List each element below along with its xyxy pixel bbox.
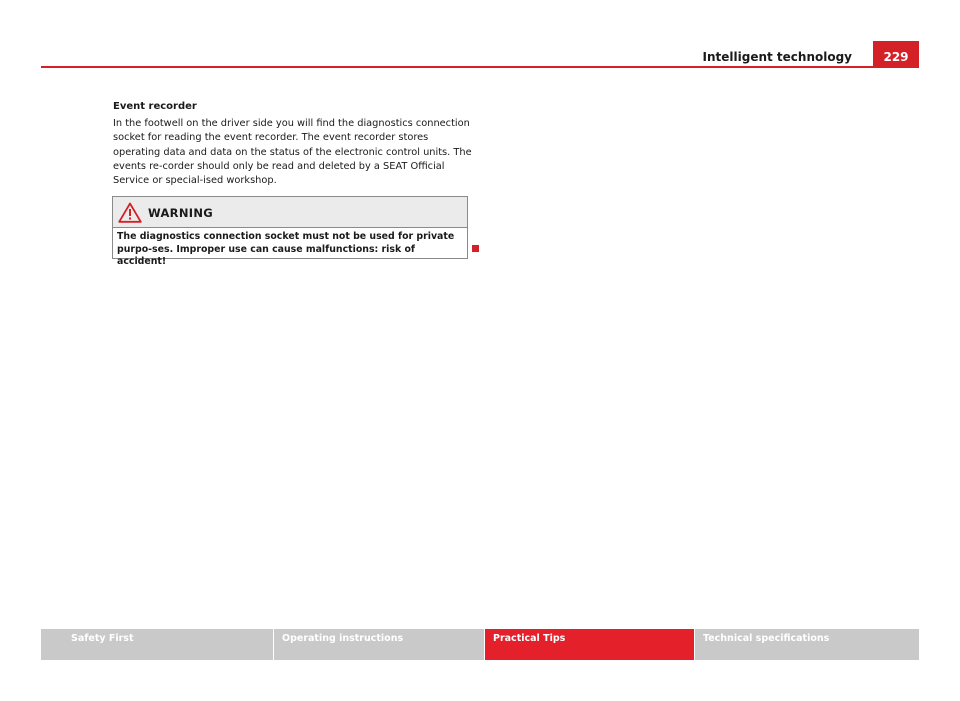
header-divider (41, 66, 919, 68)
warning-box (112, 196, 468, 267)
section-heading: Event recorder (113, 101, 197, 112)
footer-tab-safety-first[interactable]: Safety First (41, 629, 273, 660)
footer-tab-technical-specifications[interactable]: Technical specifications (694, 629, 919, 660)
warning-text: The diagnostics connection socket must not be used for private purpo-ses. Improper use can cause malfunctions: risk of accident! (117, 231, 455, 267)
footer-tab-practical-tips[interactable]: Practical Tips (484, 629, 694, 660)
section-end-marker (472, 245, 479, 252)
footer-tab-operating-instructions[interactable]: Operating instructions (273, 629, 484, 660)
chapter-title: Intelligent technology (702, 50, 852, 64)
body-paragraph: In the footwell on the driver side you will find the diagnostics connection socket for reading the event recorder. The event recorder stores operating data and data on the status of the electronic control units. The events re-corder should only be read and deleted by a SEAT Official Service or special-ised workshop. (113, 118, 472, 187)
footer-navigation (41, 629, 919, 660)
warning-title: WARNING (148, 206, 213, 220)
warning-triangle-icon (118, 202, 142, 223)
page-number: 229 (873, 41, 919, 68)
warning-header (113, 197, 467, 228)
